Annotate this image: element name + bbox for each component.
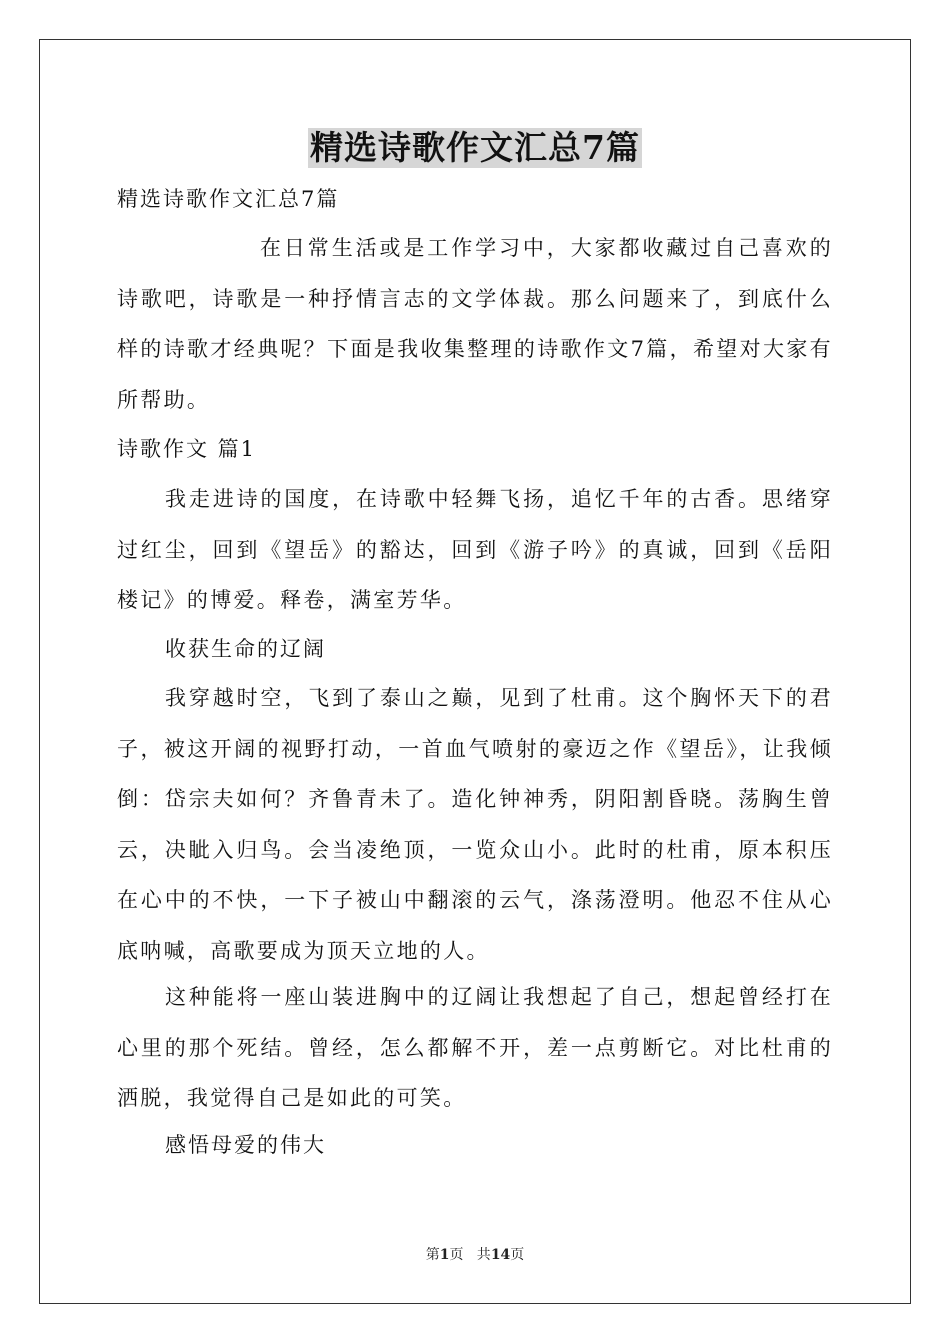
paragraph-1: 我走进诗的国度，在诗歌中轻舞飞扬，追忆千年的古香。思绪穿过红尘，回到《望岳》的豁达，回到《游子吟》的真诚，回到《岳阳楼记》的博爱。释卷，满室芳华。: [117, 487, 833, 612]
page-footer: [0, 1245, 950, 1265]
document-title: [117, 128, 833, 168]
intro-paragraph: 在日常生活或是工作学习中，大家都收藏过自己喜欢的诗歌吧，诗歌是一种抒情言志的文学体裁。那么问题来了，到底什么样的诗歌才经典呢？下面是我收集整理的诗歌作文7篇，希望对大家有所帮助。: [117, 236, 833, 412]
subheading-1: 收获生命的辽阔: [165, 637, 326, 661]
footer-page-total: 14: [490, 1247, 511, 1263]
paragraph-3: 这种能将一座山装进胸中的辽阔让我想起了自己，想起曾经打在心里的那个死结。曾经，怎么都解不开，差一点剪断它。对比杜甫的洒脱，我觉得自己是如此的可笑。: [117, 985, 833, 1110]
paragraph-2: 我穿越时空，飞到了泰山之巅，见到了杜甫。这个胸怀天下的君子，被这开阔的视野打动，一首血气喷射的豪迈之作《望岳》，让我倾倒：岱宗夫如何？齐鲁青未了。造化钟神秀，阴阳割昏晓。荡胸生曾云，决眦入归鸟。会当凌绝顶，一览众山小。此时的杜甫，原本积压在心中的不快，一下子被山中翻滚的云气，涤荡澄明。他忍不住从心底呐喊，高歌要成为顶天立地的人。: [117, 686, 833, 963]
subheading-2: 感悟母爱的伟大: [165, 1133, 326, 1157]
document-title-text: 精选诗歌作文汇总7篇: [310, 128, 640, 167]
footer-page-suffix: 页: [510, 1247, 525, 1263]
document-subtitle: 精选诗歌作文汇总7篇: [117, 187, 340, 211]
footer-page-mid: 页 共: [449, 1247, 491, 1263]
footer-page-current: 1: [439, 1247, 450, 1263]
section-heading: 诗歌作文 篇1: [117, 437, 257, 461]
footer-page-prefix: 第: [425, 1247, 440, 1263]
